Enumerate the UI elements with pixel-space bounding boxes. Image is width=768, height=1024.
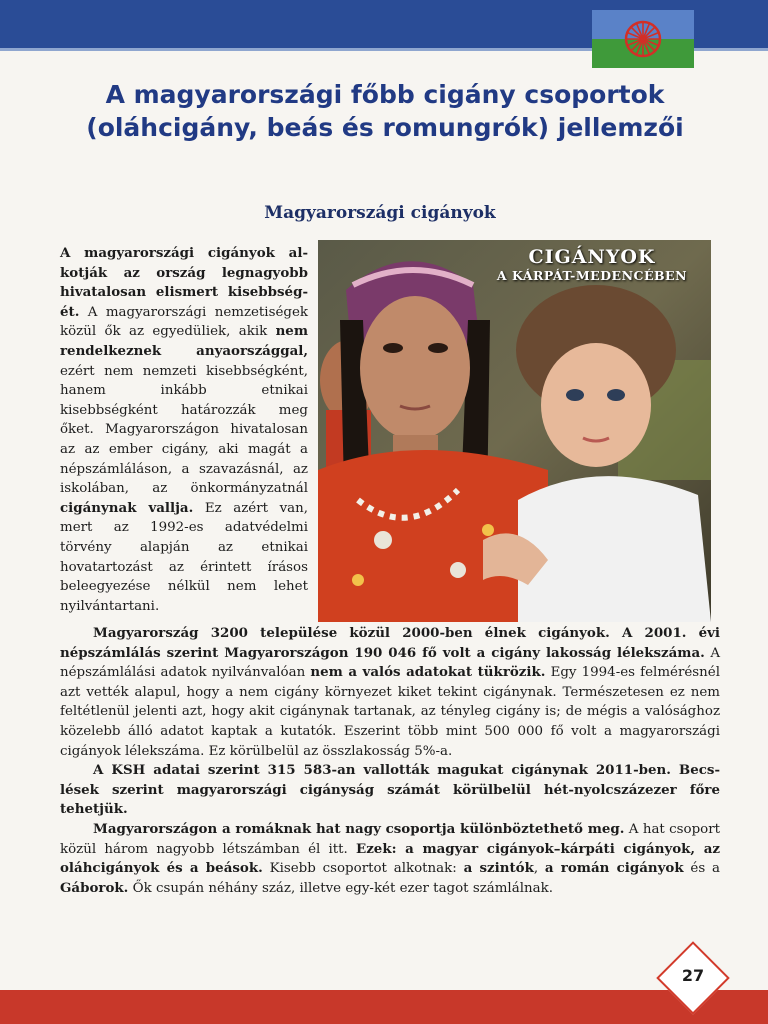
page-title [40, 78, 730, 144]
p3-text-4: és a [683, 861, 721, 877]
lead-text-1: A magyarországi nemzetiségek közül ők az egyedüliek, akik [60, 304, 308, 340]
lead-bold-1: A magyarországi cigányok alkotják az ország legnagyobb hivatalosan elismert kisebbségét. [60, 245, 308, 320]
cover-photo [318, 240, 711, 622]
p3-bold-4: a román cigányok [544, 860, 684, 877]
lead-text-2: ezért nem nemzeti kisebbségként, hanem inkább etnikai kisebbségként határozzák meg őket. Magyarországon hivatalosan az az ember cigány, aki magát a népszámláláson, a szavazásnál, az iskolában, az önkormányzatnál [60, 363, 308, 497]
section-heading: Magyarországi cigányok [264, 203, 496, 223]
p3-bold-5: Gáborok. [60, 879, 129, 896]
p1-bold-2: nem a valós adatokat tükrözik. [310, 664, 546, 681]
footer-band [0, 990, 768, 1024]
p1-text-2: Egy 1994-es felmérésnél azt vették alapul, hogy a nem cigány környezet kiket tekint cigánynak. Természetesen ez nem feltétlenül jelenti azt, hogy akit cigánynak tartanak, az tényleg cigány is; de mégis a valósághoz közelebb álló adatot kaptak a kutatók. Eszerint több mint 500 000 fő volt a magyarországi cigányok lélekszáma. Ez körülbelül az összlakosság 5%-a. [60, 665, 720, 759]
page-title-line-1: A magyarországi főbb cigány csoportok [105, 80, 665, 109]
paragraph-1 [60, 624, 720, 761]
p3-text-1: A hat csoport közül három nagyobb létszámban él itt. [60, 821, 721, 857]
p3-bold-3: a szintók [463, 860, 534, 877]
p1-text-1: A népszámlálási adatok nyilvánvalóan [60, 645, 721, 681]
lead-bold-2: nem rendelkeznek anyaországgal, [60, 323, 308, 359]
lead-paragraph [60, 244, 308, 616]
chakra-wheel-icon [623, 19, 663, 59]
p3-text-3: , [533, 861, 545, 877]
lead-text-3: Ez azért van, mert az 1992-es adatvédelmi törvény alapján az etnikai hovatartozást az érintett írásos beleegyezése nélkül nem lehet nyilvántartani. [60, 500, 308, 614]
p2-bold-1: A KSH adatai szerint 315 583-an vallották magukat cigánynak 2011-ben. Becslések szerint magyarországi cigányság számát körülbelül hét-nyolcszázezer főre tehetjük. [60, 762, 720, 818]
p3-text-5: Ők csupán néhány száz, illetve egy-két ezer tagot számlálnak. [128, 880, 553, 896]
paragraph-3 [60, 820, 720, 898]
body-text [60, 624, 720, 898]
romani-flag [592, 10, 694, 68]
p3-bold-1: Magyarországon a romáknak hat nagy csoportja különböztethető meg. [93, 820, 625, 837]
lead-bold-3: cigánynak vallja. [60, 499, 194, 516]
p1-bold-1: Magyarország 3200 települése közül 2000-ben élnek cigányok. A 2001. évi népszámlálás szerint Magyarországon 190 046 fő volt a cigány lakosság lélekszáma. [60, 625, 720, 661]
page-title-line-2: (oláhcigány, beás és romungrók) jellemzői [86, 113, 684, 142]
photo-title-line-1: CIGÁNYOK [528, 246, 656, 268]
photo-overlay-title [497, 246, 687, 283]
photo-title-line-2: A KÁRPÁT-MEDENCÉBEN [496, 268, 687, 283]
photo-illustration [318, 240, 711, 622]
paragraph-2 [60, 761, 720, 820]
page-number: 27 [681, 966, 705, 985]
p3-text-2: Kisebb csoportot alkotnak: [262, 861, 464, 877]
p3-bold-2: Ezek: a magyar cigányok–kárpáti cigányok, az oláhcigányok és a beások. [60, 840, 720, 877]
